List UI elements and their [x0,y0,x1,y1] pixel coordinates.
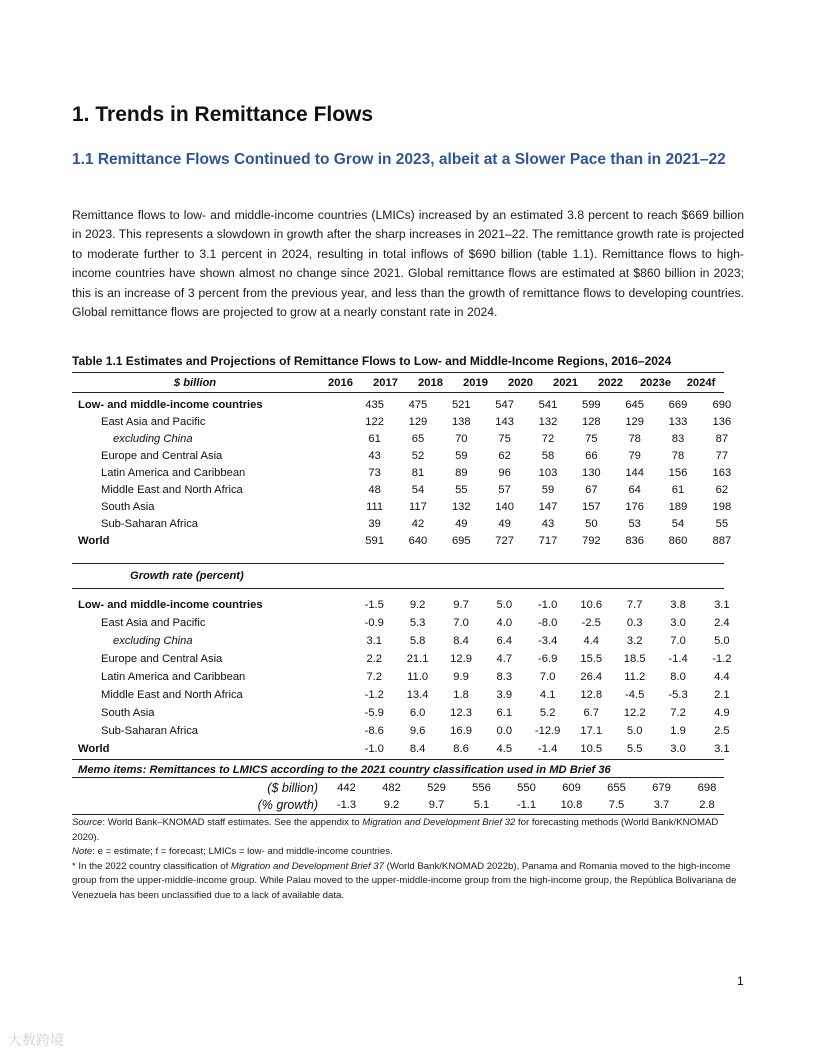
cell-value: -6.9 [538,653,558,665]
cell-value: 9.6 [409,725,426,737]
cell-value: 65 [411,432,425,445]
row-label: South Asia [101,707,155,719]
cell-value: -1.3 [336,798,357,811]
year-header: 2017 [373,376,398,389]
cell-value: -2.5 [581,617,601,629]
cell-value: 4.7 [496,653,513,665]
cell-value: 48 [368,483,381,496]
cell-value: 43 [541,517,555,530]
cell-value: 599 [581,398,601,411]
cell-value: -1.4 [668,653,688,665]
cell-value: 9.9 [453,671,469,683]
cell-value: 12.8 [580,689,603,701]
cell-value: 3.1 [714,599,730,611]
year-header: 2022 [598,376,623,389]
cell-value: 5.0 [714,635,730,647]
cell-value: 147 [538,500,558,513]
cell-value: 58 [541,449,555,462]
row-label: East Asia and Pacific [101,415,206,428]
cell-value: 482 [382,781,401,794]
cell-value: 67 [585,483,598,496]
cell-value: 1.8 [453,689,469,701]
row-label: World [78,743,110,755]
cell-value: 6.1 [496,707,513,719]
cell-value: 4.1 [539,689,556,701]
cell-value: 3.0 [670,743,686,755]
cell-value: 645 [625,398,644,411]
growth-row [72,686,744,704]
row-label: Europe and Central Asia [101,449,223,462]
cell-value: 860 [668,534,688,547]
cell-value: 70 [455,432,468,445]
cell-value: 521 [451,398,471,411]
row-label: Low- and middle-income countries [78,599,263,611]
cell-value: 75 [498,432,511,445]
cell-value: 2.2 [366,653,383,665]
cell-value: 77 [715,449,729,462]
cell-value: 163 [712,466,732,479]
cell-value: 792 [581,534,601,547]
cell-value: 62 [498,449,511,462]
cell-value: -1.4 [538,743,558,755]
memo-row [72,779,730,796]
row-label: (% growth) [257,797,318,812]
cell-value: 78 [628,432,641,445]
section-heading: 1. Trends in Remittance Flows [72,103,374,126]
cell-value: 4.4 [583,635,600,647]
year-header: 2020 [508,376,533,389]
row-label: Latin America and Caribbean [101,466,246,479]
cell-value: 3.7 [653,798,670,811]
cell-value: -8.6 [364,725,384,737]
cell-value: 7.0 [539,671,556,683]
cell-value: -1.0 [538,599,558,611]
cell-value: 132 [538,415,558,428]
billion-row [72,447,744,464]
cell-value: 89 [455,466,468,479]
growth-row [72,596,744,614]
cell-value: 21.1 [406,653,429,665]
cell-value: 52 [411,449,425,462]
cell-value: 5.0 [496,599,513,611]
cell-value: -12.9 [534,725,561,737]
table-notes [72,816,744,903]
row-label: Sub-Saharan Africa [101,517,199,530]
cell-value: 8.3 [496,671,513,683]
cell-value: 6.4 [496,635,513,647]
row-label: Low- and middle-income countries [78,398,263,411]
growth-row [72,722,744,740]
cell-value: 547 [495,398,514,411]
cell-value: 679 [652,781,671,794]
cell-value: 79 [628,449,641,462]
cell-value: 64 [628,483,641,496]
billion-row [72,515,744,532]
row-label: South Asia [101,500,155,513]
cell-value: 2.8 [699,798,715,811]
memo-header [72,761,611,778]
cell-value: 669 [668,398,688,411]
cell-value: 2.4 [714,617,730,629]
cell-value: 73 [368,466,381,479]
cell-value: 129 [408,415,428,428]
cell-value: 836 [625,534,644,547]
year-header: 2024f [686,376,716,389]
cell-value: 9.2 [383,798,400,811]
cell-value: 128 [581,415,601,428]
cell-value: 9.7 [428,798,445,811]
table-caption: Table 1.1 Estimates and Projections of Remittance Flows to Low- and Middle-Income Regions, 2016–2024 [72,354,672,368]
classification-note: * In the 2022 country classification of Migration and Development Brief 37 (World Bank/KNOMAD 2022b), Panama and Romania moved to the high-income group from the upper-middle-income group. While Palau moved to the upper-middle-income group from the high-income group, the República Bolivariana de Venezuela has been unclassified due to a lack of available data. [72,860,737,901]
cell-value: 49 [455,517,468,530]
cell-value: 695 [451,534,471,547]
cell-value: 50 [585,517,598,530]
cell-value: 690 [712,398,732,411]
cell-value: 17.1 [580,725,603,737]
cell-value: -3.4 [538,635,558,647]
cell-value: 3.0 [670,617,686,629]
cell-value: 72 [541,432,555,445]
cell-value: 5.5 [626,743,643,755]
cell-value: 144 [625,466,644,479]
growth-header-rule [72,588,724,589]
cell-value: 475 [408,398,428,411]
memo-title: Memo items: Remittances to LMICS according to the 2021 country classification used in MD Brief 36 [78,763,611,776]
cell-value: 157 [581,500,601,513]
cell-value: 156 [668,466,688,479]
cell-value: 176 [625,500,644,513]
row-label: excluding China [113,635,193,647]
cell-value: 10.5 [580,743,603,755]
cell-value: 133 [668,415,688,428]
cell-value: 6.7 [583,707,600,719]
cell-value: 9.7 [453,599,469,611]
cell-value: 138 [451,415,471,428]
billion-table [72,396,744,549]
cell-value: 12.9 [450,653,472,665]
growth-bottom-rule [72,759,724,760]
cell-value: 87 [715,432,729,445]
cell-value: 54 [411,483,425,496]
source-note: Source: World Bank–KNOMAD staff estimates. See the appendix to Migration and Development Brief 32 for forecasting methods (World Bank/KNOMAD 2020). [72,817,719,843]
cell-value: 0.0 [496,725,513,737]
cell-value: 5.8 [409,635,426,647]
cell-value: 2.1 [714,689,730,701]
cell-value: 61 [368,432,381,445]
cell-value: 16.9 [450,725,472,737]
cell-value: 189 [668,500,688,513]
cell-value: 4.0 [496,617,513,629]
year-header: 2016 [328,376,353,389]
cell-value: -1.2 [712,653,732,665]
cell-value: 5.3 [409,617,426,629]
page-number: 1 [737,974,744,988]
cell-value: 8.0 [670,671,686,683]
year-header: 2023e [639,376,672,389]
cell-value: -1.0 [364,743,384,755]
cell-value: 132 [451,500,471,513]
billion-row [72,413,744,430]
memo-row [72,796,730,813]
cell-value: 122 [365,415,384,428]
cell-value: 42 [411,517,425,530]
table-header [72,374,724,391]
year-header: 2018 [418,376,443,389]
billion-row [72,532,744,549]
year-header: 2019 [463,376,488,389]
cell-value: 54 [671,517,685,530]
cell-value: 62 [715,483,729,496]
row-label: excluding China [113,432,193,445]
cell-value: 7.0 [453,617,469,629]
row-label: Europe and Central Asia [101,653,223,665]
billion-row [72,430,744,447]
cell-value: 18.5 [623,653,646,665]
section-rule [72,563,724,564]
cell-value: -4.5 [625,689,645,701]
cell-value: -1.5 [364,599,384,611]
cell-value: 1.9 [670,725,686,737]
cell-value: 75 [585,432,598,445]
cell-value: 5.1 [473,798,490,811]
unit-label: $ billion [173,376,217,389]
cell-value: -1.1 [516,798,537,811]
row-label: ($ billion) [267,780,318,795]
cell-value: 7.0 [670,635,686,647]
header-rule [72,392,724,393]
cell-value: 117 [409,500,427,513]
cell-value: 541 [538,398,558,411]
billion-row [72,498,744,515]
cell-value: -8.0 [538,617,558,629]
cell-value: 57 [498,483,511,496]
cell-value: 81 [411,466,425,479]
cell-value: 717 [538,534,558,547]
cell-value: 43 [368,449,381,462]
cell-value: 7.7 [626,599,643,611]
cell-value: 7.5 [608,798,625,811]
cell-value: 96 [498,466,511,479]
cell-value: 7.2 [366,671,383,683]
row-label: East Asia and Pacific [101,617,206,629]
cell-value: 198 [712,500,732,513]
cell-value: 12.3 [450,707,472,719]
cell-value: 727 [495,534,514,547]
growth-table [72,596,744,758]
growth-row [72,740,744,758]
cell-value: 53 [628,517,641,530]
cell-value: 111 [366,500,384,513]
cell-value: -1.2 [364,689,384,701]
subsection-heading: 1.1 Remittance Flows Continued to Grow in 2023, albeit at a Slower Pace than in 2021–22 [72,151,726,168]
row-label: Middle East and North Africa [101,689,243,701]
cell-value: 55 [715,517,729,530]
cell-value: 640 [408,534,428,547]
cell-value: 698 [697,781,717,794]
cell-value: 49 [498,517,511,530]
abbrev-note: Note: e = estimate; f = forecast; LMICs = low- and middle-income countries. [72,846,393,857]
cell-value: 3.8 [670,599,686,611]
cell-value: 5.0 [626,725,643,737]
cell-value: 6.0 [409,707,426,719]
cell-value: 10.6 [580,599,603,611]
cell-value: 9.2 [409,599,426,611]
cell-value: 59 [541,483,555,496]
cell-value: 8.4 [453,635,469,647]
growth-header [72,567,376,584]
cell-value: 10.8 [560,798,583,811]
cell-value: 103 [538,466,558,479]
cell-value: 8.6 [453,743,469,755]
cell-value: 4.5 [496,743,513,755]
cell-value: 140 [495,500,514,513]
cell-value: 136 [712,415,732,428]
cell-value: 3.9 [496,689,513,701]
growth-row [72,668,744,686]
row-label: Latin America and Caribbean [101,671,246,683]
row-label: World [78,534,110,547]
cell-value: -5.3 [668,689,688,701]
memo-table [72,779,730,813]
year-header: 2021 [553,376,578,389]
table-top-rule [72,372,724,373]
cell-value: 13.4 [406,689,429,701]
table-bottom-rule [72,814,724,815]
cell-value: 7.2 [670,707,686,719]
cell-value: 5.2 [539,707,556,719]
growth-row [72,650,744,668]
cell-value: 887 [712,534,732,547]
cell-value: 655 [607,781,626,794]
cell-value: 15.5 [580,653,603,665]
billion-row [72,481,744,498]
cell-value: 12.2 [623,707,646,719]
cell-value: 39 [368,517,381,530]
body-paragraph: Remittance flows to low- and middle-income countries (LMICs) increased by an estimated 3.8 percent to reach $669 billion in 2023. This represents a slowdown in growth after the sharp increases in 2021–22. The remittance growth rate is projected to moderate further to 3.1 percent in 2024, resulting in total inflows of $690 billion (table 1.1). Remittance flows to high-income countries have shown almost no change since 2021. Global remittance flows are estimated at $860 billion in 2023; this is an increase of 3 percent from the previous year, and less than the growth of remittance flows to developing countries. Global remittance flows are projected to grow at a nearly constant rate in 2024. [72,208,744,320]
cell-value: 2.5 [714,725,730,737]
cell-value: 591 [365,534,384,547]
cell-value: 83 [671,432,685,445]
cell-value: -0.9 [364,617,384,629]
cell-value: 529 [427,781,446,794]
billion-row [72,464,744,481]
cell-value: 442 [337,781,356,794]
cell-value: 130 [581,466,601,479]
cell-value: 3.1 [714,743,730,755]
cell-value: 550 [517,781,536,794]
cell-value: 0.3 [626,617,643,629]
cell-value: 59 [455,449,468,462]
cell-value: 609 [562,781,581,794]
cell-value: 78 [671,449,685,462]
row-label: Sub-Saharan Africa [101,725,199,737]
cell-value: 61 [671,483,685,496]
cell-value: 3.2 [626,635,643,647]
cell-value: 55 [455,483,468,496]
watermark: 大数跨境 [8,1033,64,1049]
growth-label: Growth rate (percent) [130,569,244,582]
cell-value: 556 [472,781,491,794]
cell-value: -5.9 [364,707,384,719]
cell-value: 26.4 [580,671,603,683]
cell-value: 4.4 [714,671,730,683]
growth-row [72,704,744,722]
cell-value: 8.4 [409,743,426,755]
cell-value: 11.2 [624,671,646,683]
cell-value: 66 [585,449,598,462]
growth-row [72,614,744,632]
cell-value: 435 [365,398,384,411]
cell-value: 11.0 [407,671,429,683]
cell-value: 3.1 [366,635,383,647]
billion-row [72,396,744,413]
cell-value: 4.9 [714,707,730,719]
row-label: Middle East and North Africa [101,483,243,496]
cell-value: 129 [625,415,644,428]
growth-row [72,632,744,650]
cell-value: 143 [495,415,514,428]
